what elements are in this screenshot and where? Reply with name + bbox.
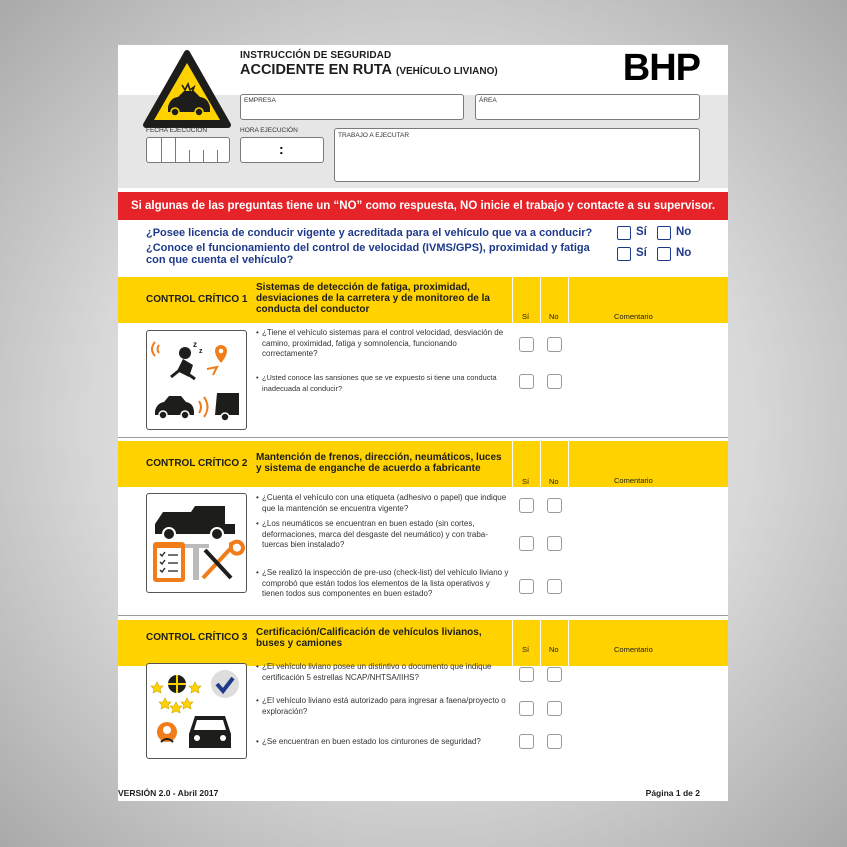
- control-3-title: Certificación/Calificación de vehículos livianos, buses y camiones: [256, 627, 482, 649]
- safety-form-page: [118, 45, 728, 801]
- page-number: Página 1 de 2: [645, 788, 700, 798]
- control-3-question-3: • ¿Se encuentran en buen estado los cinturones de seguridad?: [256, 737, 511, 748]
- control-2-comment-header: Comentario: [614, 476, 653, 485]
- control-2-question-1-no-checkbox[interactable]: [547, 498, 562, 513]
- form-title-main: ACCIDENTE EN RUTA: [240, 62, 392, 78]
- empresa-label: EMPRESA: [244, 97, 276, 104]
- area-label: ÁREA: [479, 97, 497, 104]
- control-3-comment-header: Comentario: [614, 645, 653, 654]
- control-3-question-2-si-checkbox[interactable]: [519, 701, 534, 716]
- control-2-question-2: • ¿Los neumáticos se encuentran en buen estado (sin cortes, deformaciones, marca del desgaste del neumático) y con traba-tuercas bien instalado?: [256, 519, 511, 551]
- pre-question-2-no-label: No: [676, 247, 692, 259]
- hora-field[interactable]: [240, 137, 324, 163]
- control-1-question-2: • ¿Usted conoce las sansiones que se ve expuesto si tiene una conducta inadecuada al conducir?: [256, 373, 511, 394]
- accident-warning-icon: [142, 49, 232, 129]
- control-2-question-2-si-checkbox[interactable]: [519, 536, 534, 551]
- empresa-field[interactable]: [240, 94, 464, 120]
- control-3-illustration: [146, 663, 247, 759]
- control-2-no-header: No: [549, 477, 559, 486]
- pre-question-1: ¿Posee licencia de conducir vigente y acreditada para el vehículo que va a conducir?: [146, 227, 593, 239]
- version-label: VERSIÓN 2.0 - Abril 2017: [118, 788, 219, 798]
- control-1-question-2-no-checkbox[interactable]: [547, 374, 562, 389]
- control-3-question-2: • ¿El vehículo liviano está autorizado para ingresar a faena/proyecto o exploración?: [256, 696, 511, 717]
- pre-question-1-no-label: No: [676, 226, 692, 238]
- control-1-label: CONTROL CRÍTICO 1: [146, 294, 248, 305]
- form-subtitle: INSTRUCCIÓN DE SEGURIDAD: [240, 50, 392, 61]
- pre-question-1-yes-label: Sí: [636, 226, 647, 238]
- pre-question-2-no-checkbox[interactable]: [657, 247, 671, 261]
- pre-question-2-yes-label: Sí: [636, 247, 647, 259]
- control-3-question-1-si-checkbox[interactable]: [519, 667, 534, 682]
- control-3-no-header: No: [549, 645, 559, 654]
- control-1-title: Sistemas de detección de fatiga, proximidad, desviaciones de la carretera y de monitoreo de la conducta del conductor: [256, 282, 490, 315]
- control-1-illustration: [146, 330, 247, 430]
- control-2-question-3: • ¿Se realizó la inspección de pre-uso (check-list) del vehículo liviano y comprobó que están todos los elementos de la lista operativos y tienen todos sus componentes en buen estado?: [256, 568, 511, 600]
- control-2-title: Mantención de frenos, dirección, neumáticos, luces y sistema de enganche de acuerdo a fabricante: [256, 452, 502, 474]
- control-1-no-header: No: [549, 312, 559, 321]
- section-separator: [118, 615, 728, 616]
- control-3-question-1: • ¿El vehículo liviano posee un distintivo o documento que indique certificación 5 estrellas NCAP/NHTSA/IIHS?: [256, 662, 511, 683]
- control-3-si-header: Sí: [522, 645, 530, 654]
- form-title-sub: (VEHÍCULO LIVIANO): [396, 66, 498, 77]
- section-separator: [118, 437, 728, 438]
- fecha-label: FECHA EJECUCIÓN: [146, 127, 208, 134]
- control-3-question-3-si-checkbox[interactable]: [519, 734, 534, 749]
- form-title: [240, 62, 498, 78]
- control-3-label: CONTROL CRÍTICO 3: [146, 632, 248, 643]
- control-2-question-3-si-checkbox[interactable]: [519, 579, 534, 594]
- control-3-question-1-no-checkbox[interactable]: [547, 667, 562, 682]
- warning-banner: Si algunas de las preguntas tiene un “NO” como respuesta, NO inicie el trabajo y contacte a su supervisor.: [118, 192, 728, 220]
- control-1-comment-header: Comentario: [614, 312, 653, 321]
- hora-separator: :: [279, 141, 284, 157]
- pre-question-1-no-checkbox[interactable]: [657, 226, 671, 240]
- pre-question-1-yes-checkbox[interactable]: [617, 226, 631, 240]
- area-field[interactable]: [475, 94, 700, 120]
- pre-question-2-yes-checkbox[interactable]: [617, 247, 631, 261]
- control-2-illustration: [146, 493, 247, 593]
- svg-text:z: z: [193, 340, 197, 349]
- control-1-si-header: Sí: [522, 312, 530, 321]
- control-3-question-3-no-checkbox[interactable]: [547, 734, 562, 749]
- control-2-question-3-no-checkbox[interactable]: [547, 579, 562, 594]
- control-2-si-header: Sí: [522, 477, 530, 486]
- trabajo-field[interactable]: [334, 128, 700, 182]
- control-1-question-2-si-checkbox[interactable]: [519, 374, 534, 389]
- control-1-question-1-no-checkbox[interactable]: [547, 337, 562, 352]
- fecha-field[interactable]: [146, 137, 230, 163]
- pre-question-2: ¿Conoce el funcionamiento del control de velocidad (IVMS/GPS), proximidad y fatiga con que cuenta el vehículo?: [146, 242, 590, 266]
- svg-text:z: z: [199, 348, 203, 355]
- control-1-question-1-si-checkbox[interactable]: [519, 337, 534, 352]
- bhp-logo: BHP: [622, 47, 700, 89]
- control-1-question-1: • ¿Tiene el vehículo sistemas para el control velocidad, desviación de camino, proximidad, fatiga y somnolencia, funcionando correctamente?: [256, 328, 511, 360]
- control-3-question-2-no-checkbox[interactable]: [547, 701, 562, 716]
- trabajo-label: TRABAJO A EJECUTAR: [338, 132, 410, 139]
- control-2-question-1-si-checkbox[interactable]: [519, 498, 534, 513]
- control-2-label: CONTROL CRÍTICO 2: [146, 458, 248, 469]
- control-2-question-2-no-checkbox[interactable]: [547, 536, 562, 551]
- control-2-question-1: • ¿Cuenta el vehículo con una etiqueta (adhesivo o papel) que indique que la mantención se encuentra vigente?: [256, 493, 511, 514]
- hora-label: HORA EJECUCIÓN: [240, 127, 298, 134]
